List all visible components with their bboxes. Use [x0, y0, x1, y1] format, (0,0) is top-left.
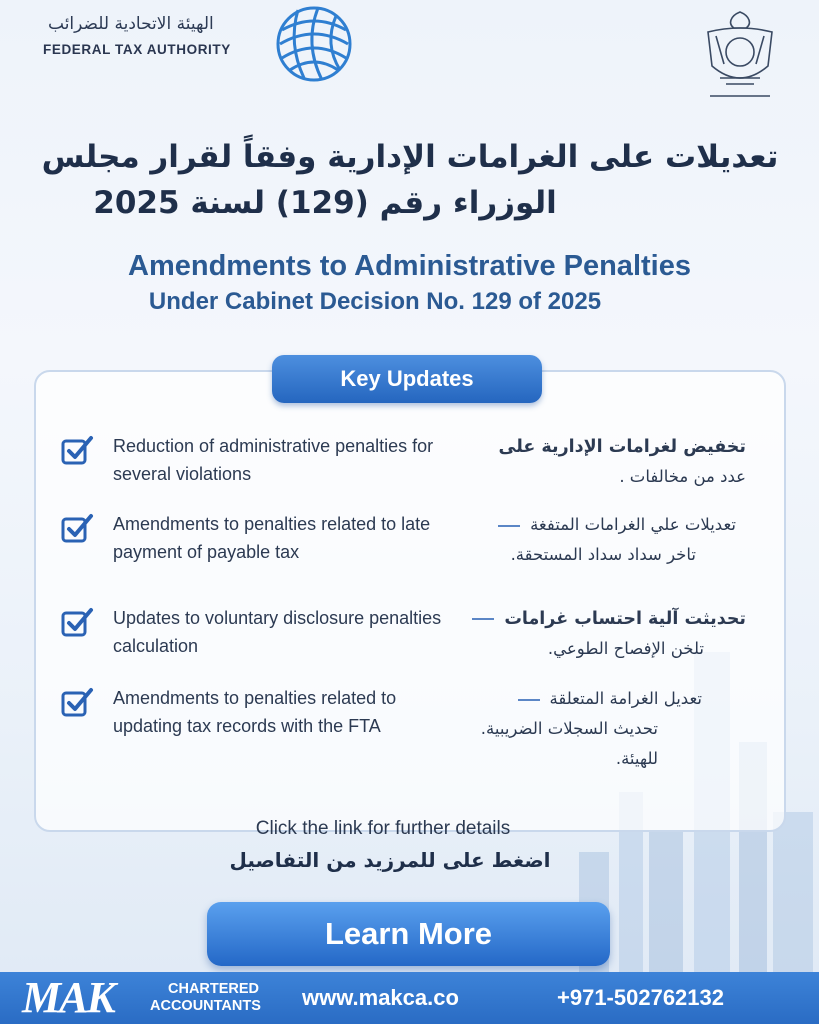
website-link[interactable]: www.makca.co [302, 985, 459, 1010]
update-ar-line1-text: تعديلات علي الغرامات المتفغة [530, 515, 736, 534]
list-item [60, 684, 760, 776]
update-ar-line1 [382, 684, 702, 714]
update-text-ar [416, 604, 746, 664]
update-ar-line2: تلخن الإفصاح الطوعي. [547, 639, 704, 658]
fta-globe-logo-icon [268, 2, 360, 86]
cta-text-ar: اضغط على للمرزيد من التفاصيل [229, 848, 551, 872]
mak-tagline-line1: CHARTERED [168, 981, 260, 997]
checkbox-checked-icon [60, 606, 94, 640]
update-text-ar [446, 432, 746, 492]
update-ar-line2: تاخر سداد سداد المستحقة. [510, 545, 696, 564]
checkbox-checked-icon [60, 686, 94, 720]
key-updates-label: Key Updates [272, 355, 542, 403]
update-ar-line1 [416, 604, 746, 634]
update-ar-line2: تحديث السجلات الضريبية. [480, 719, 658, 738]
page-title-ar [40, 134, 780, 226]
update-ar-line1: تخفيض لغرامات الإدارية على [498, 437, 746, 457]
learn-more-button[interactable]: Learn More [207, 902, 610, 966]
authority-name-en: FEDERAL TAX AUTHORITY [43, 42, 231, 57]
update-text-ar [406, 510, 736, 570]
header [0, 0, 819, 120]
page-subtitle-en: Under Cabinet Decision No. 129 of 2025 [148, 288, 602, 315]
update-ar-line1-text: تحديثت آلية احتساب غرامات [504, 609, 746, 629]
checkbox-checked-icon [60, 434, 94, 468]
update-text-ar [382, 684, 702, 774]
footer [0, 972, 819, 1024]
dash-icon [518, 699, 540, 701]
list-item [60, 510, 760, 594]
authority-name-ar: الهيئة الاتحادية للضرائب [48, 14, 214, 34]
mak-tagline [150, 981, 261, 1015]
list-item [60, 604, 760, 670]
mak-logo: MAK [22, 973, 114, 1022]
update-text-en: Reduction of administrative penalties for several violations [113, 436, 434, 484]
dash-icon [472, 618, 494, 620]
update-text-en: Amendments to penalties related to updating tax records with the FTA [113, 688, 397, 736]
dash-icon [498, 525, 520, 527]
cta-text-en: Click the link for further details [255, 818, 511, 839]
title-ar-line1: تعديلات على الغرامات الإدارية وفقاً لقرار مجلس [41, 139, 779, 175]
checkbox-checked-icon [60, 512, 94, 546]
update-text-en: Amendments to penalties related to late payment of payable tax [113, 514, 431, 562]
phone-number[interactable]: +971-502762132 [557, 985, 724, 1010]
update-ar-line3: للهيئة. [615, 749, 658, 768]
update-ar-line1 [406, 510, 736, 540]
update-ar-line2: عدد من مخالفات . [619, 467, 746, 486]
update-ar-line1-text: تعديل الغرامة المتعلقة [549, 689, 702, 708]
mak-tagline-line2: ACCOUNTANTS [150, 998, 261, 1014]
title-ar-line2: الوزراء رقم (129) لسنة 2025 [93, 185, 557, 221]
list-item [60, 432, 760, 498]
update-text-en: Updates to voluntary disclosure penalties calculation [113, 608, 442, 656]
uae-emblem-icon [700, 6, 780, 102]
page-title-en: Amendments to Administrative Penalties [128, 250, 691, 282]
